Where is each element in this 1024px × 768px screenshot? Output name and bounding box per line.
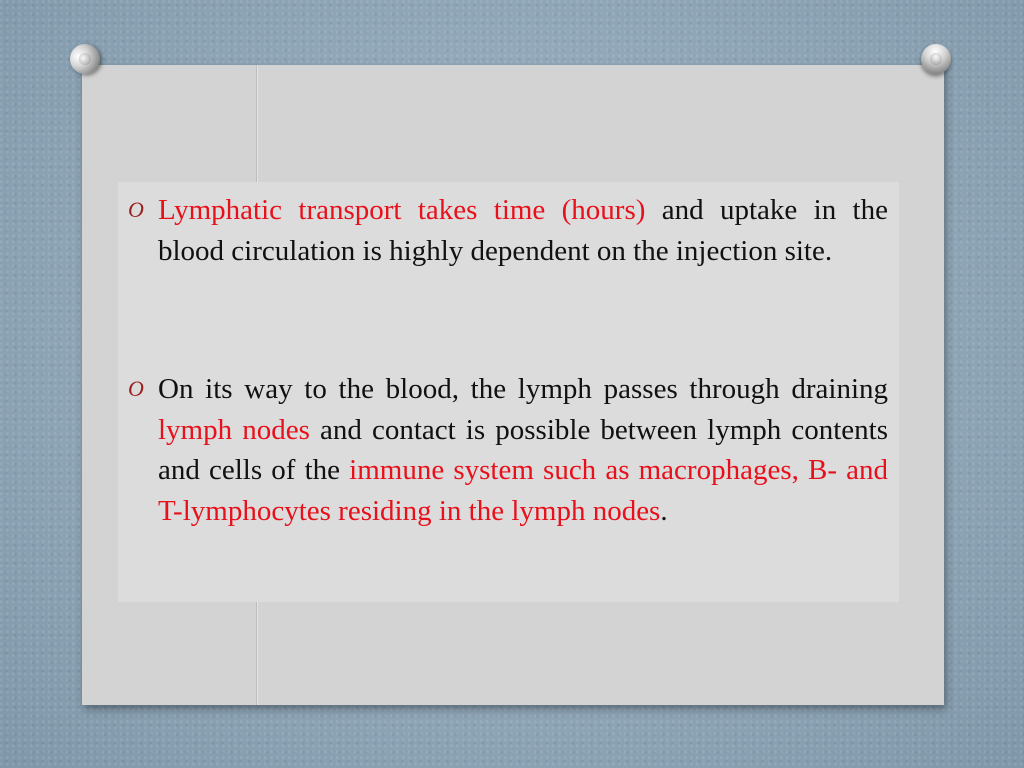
- bullet-1-highlight: Lymphatic transport takes time (hours): [158, 194, 646, 226]
- content-panel: [118, 182, 899, 602]
- bullet-1-text: and uptake in the blood circulation is highly dependent on the injection site.: [158, 194, 888, 267]
- bullet-icon: O: [128, 197, 144, 222]
- bullet-2-text-part-2: and contact is possible between lymph contents and cells of the: [158, 413, 889, 486]
- bullet-icon: O: [128, 376, 144, 401]
- bullet-2-text-end: .: [660, 494, 668, 527]
- bullet-item-1: [128, 190, 888, 271]
- bullet-2-highlight-lymph-nodes: lymph nodes: [158, 413, 310, 446]
- bullet-2-text-part-1: On its way to the blood, the lymph passes through draining: [158, 373, 888, 405]
- bullet-item-2: [128, 369, 889, 531]
- bullet-2-highlight-immune-system: immune system such as macrophages, B- and T-lymphocytes residing in the lymph nodes: [158, 454, 888, 527]
